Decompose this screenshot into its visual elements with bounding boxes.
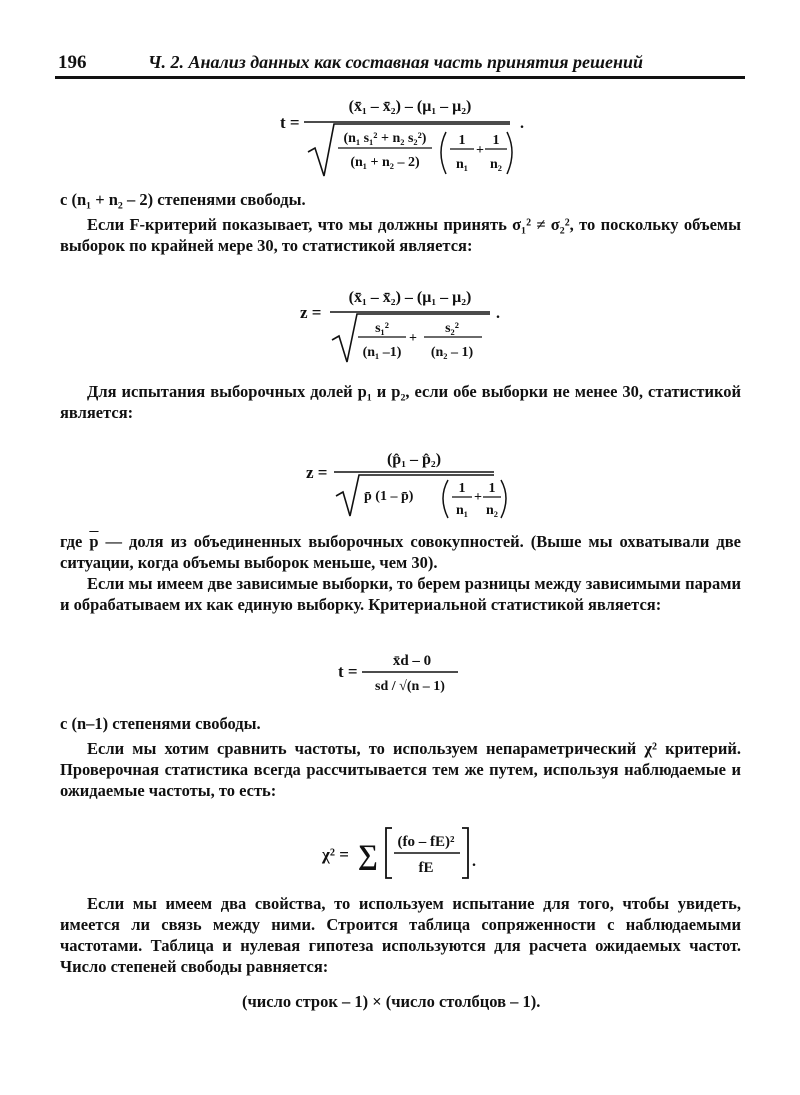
page-number: 196 bbox=[58, 52, 87, 73]
plus-sign: + bbox=[474, 490, 482, 505]
right-paren bbox=[507, 132, 512, 174]
running-title: Ч. 2. Анализ данных как составная часть принятия решений bbox=[148, 52, 643, 72]
formula-lhs: χ² = bbox=[322, 845, 349, 864]
formula-denominator: sd / √(n – 1) bbox=[375, 679, 445, 694]
sigma-inequality: σ₁² ≠ σ₂² bbox=[512, 215, 570, 234]
denominator-2: (n₂ – 1) bbox=[430, 345, 474, 360]
formula-lhs: t = bbox=[280, 113, 300, 132]
p-bar-term: p̄ (1 – p̄) bbox=[364, 489, 414, 504]
formula-tail: . bbox=[496, 305, 500, 322]
formula-lhs: z = bbox=[306, 463, 328, 482]
p-bar: $\overline{p}$ bbox=[89, 532, 99, 551]
plus-sign: + bbox=[409, 331, 417, 346]
formula-chi-square bbox=[322, 822, 492, 884]
formula-lhs: z = bbox=[300, 303, 322, 322]
right-bracket bbox=[462, 828, 468, 878]
n1-label: n₁ bbox=[456, 503, 468, 518]
s2-squared: s₂² bbox=[445, 321, 459, 336]
formula-numerator: x̄d – 0 bbox=[392, 653, 432, 669]
sum-sign: ∑ bbox=[358, 840, 378, 871]
sqrt-sign bbox=[336, 475, 494, 516]
n2-label: n₂ bbox=[490, 157, 502, 172]
fraction-one: 1 bbox=[458, 133, 466, 148]
inner-denominator: (n₁ + n₂ – 2) bbox=[350, 155, 420, 170]
formula-z-proportions bbox=[306, 448, 506, 524]
right-paren bbox=[501, 480, 506, 518]
paragraph-f-criterion: Если F-критерий показывает, что мы должны принять σ₁² ≠ σ₂², то поскольку объемы выборок по крайней мере 30, то статистикой является: bbox=[60, 215, 742, 255]
fraction-one: 1 bbox=[488, 481, 496, 496]
left-paren bbox=[441, 132, 446, 174]
plus-sign: + bbox=[476, 143, 484, 158]
p1-hat: p₁ bbox=[357, 382, 372, 401]
n1-label: n₁ bbox=[456, 157, 468, 172]
formula-t-independent bbox=[280, 94, 540, 184]
degrees-freedom-line-2: с (n–1) степенями свободы. bbox=[60, 714, 261, 733]
fraction-one: 1 bbox=[458, 481, 466, 496]
page-header bbox=[55, 52, 745, 79]
formula-lhs: t = bbox=[338, 662, 358, 681]
formula-numerator: (x̄₁ – x̄₂) – (μ₁ – μ₂) bbox=[348, 98, 472, 115]
formula-tail: . bbox=[520, 115, 524, 132]
paragraph-pooled-share: где $\overline{p}$ — доля из объединенных выборочных совокупностей. (Выше мы охватывали две ситуации, когда объемы выборок меньше, чем 30). bbox=[60, 532, 741, 572]
paragraph-contingency: Если мы имеем два свойства, то используем испытание для того, чтобы увидеть, имеется ли связь между ними. Строится таблица сопряженности с наблюдаемыми частотами. Таблица и нулевая гипотеза используются для расчета ожидаемых частот. Число степеней свободы равняется: bbox=[60, 894, 741, 976]
degrees-freedom-line-1: с (n₁ + n₂ – 2) степенями свободы. bbox=[60, 190, 306, 209]
formula-tail: . bbox=[472, 853, 476, 870]
denominator-1: (n₁ –1) bbox=[362, 345, 402, 360]
paragraph-proportions: Для испытания выборочных долей p₁ и p₂, если обе выборки не менее 30, статистикой является: bbox=[60, 382, 742, 422]
degrees-freedom-formula: (число строк – 1) × (число столбцов – 1). bbox=[242, 992, 541, 1011]
fraction-one: 1 bbox=[492, 133, 500, 148]
formula-numerator: (x̄₁ – x̄₂) – (μ₁ – μ₂) bbox=[348, 289, 472, 306]
paragraph-dependent-samples: Если мы имеем две зависимые выборки, то берем разницы между зависимыми парами и обрабатываем их как единую выборку. Критериальной статистикой является: bbox=[60, 574, 741, 614]
formula-t-dependent bbox=[338, 648, 468, 698]
left-bracket bbox=[386, 828, 392, 878]
n2-label: n₂ bbox=[486, 503, 498, 518]
left-paren bbox=[443, 480, 448, 518]
formula-denominator: fE bbox=[418, 860, 434, 876]
p2-hat: p₂, bbox=[391, 382, 410, 401]
formula-z-means bbox=[300, 284, 520, 369]
inner-numerator: (n₁ s₁² + n₂ s₂²) bbox=[343, 131, 427, 146]
chi-square-symbol: χ² bbox=[644, 739, 657, 758]
paragraph-chi-square: Если мы хотим сравнить частоты, то используем непараметрический χ² критерий. Проверочная статистика всегда рассчитывается тем же путем, используя наблюдаемые и ожидаемые частоты, то есть: bbox=[60, 739, 742, 800]
formula-numerator: (p̂₁ – p̂₂) bbox=[386, 451, 442, 468]
s1-squared: s₁² bbox=[375, 321, 389, 336]
formula-numerator: (fo – fE)² bbox=[397, 834, 455, 850]
